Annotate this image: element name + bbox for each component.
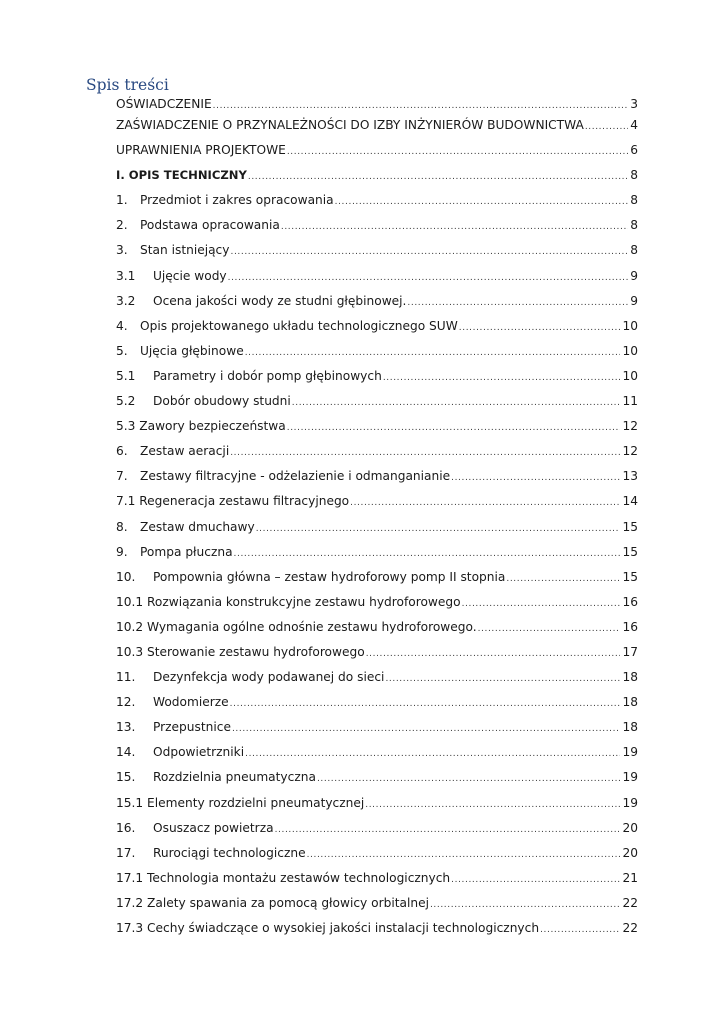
- toc-entry-title: I. OPIS TECHNICZNY: [116, 168, 247, 183]
- toc-dot-leader: [459, 319, 621, 337]
- toc-entry-page-number: 9: [630, 293, 638, 308]
- toc-list: [116, 95, 638, 944]
- toc-entry-title: 10.3 Sterowanie zestawu hydroforowego: [116, 644, 365, 659]
- toc-dot-leader: [430, 896, 621, 914]
- toc-entry-page-number: 12: [622, 444, 638, 459]
- toc-entry-title: Dezynfekcja wody podawanej do sieci: [153, 670, 385, 685]
- toc-entry-number: 10.: [116, 569, 136, 584]
- toc-dot-leader: [317, 770, 621, 788]
- toc-dot-leader: [365, 796, 620, 814]
- toc-dot-leader: [335, 193, 628, 211]
- toc-entry-page-number: 14: [622, 494, 638, 509]
- toc-dot-leader: [281, 218, 628, 236]
- toc-entry-title: Rozdzielnia pneumatyczna: [153, 770, 316, 785]
- toc-dot-leader: [230, 695, 621, 713]
- toc-dot-leader: [230, 444, 620, 462]
- toc-entry[interactable]: [116, 819, 638, 844]
- toc-entry-page-number: 19: [622, 770, 638, 785]
- toc-entry-title: Rurociągi technologiczne: [153, 845, 306, 860]
- toc-entry[interactable]: [116, 668, 638, 693]
- toc-entry-title: Parametry i dobór pomp głębinowych: [153, 368, 382, 383]
- toc-entry[interactable]: [116, 693, 638, 718]
- toc-entry-page-number: 13: [622, 469, 638, 484]
- toc-entry-page-number: 18: [622, 720, 638, 735]
- toc-dot-leader: [245, 344, 621, 362]
- toc-entry-page-number: 15: [622, 519, 638, 534]
- toc-entry-number: 8.: [116, 519, 128, 534]
- toc-dot-leader: [248, 168, 628, 186]
- toc-entry-title: 5.3 Zawory bezpieczeństwa: [116, 419, 286, 434]
- toc-entry[interactable]: [116, 768, 638, 793]
- toc-entry[interactable]: [116, 743, 638, 768]
- toc-entry[interactable]: [116, 894, 638, 919]
- toc-entry-number: 15.: [116, 770, 136, 785]
- toc-entry-number: 3.1: [116, 268, 136, 283]
- toc-entry[interactable]: [116, 618, 638, 643]
- toc-entry[interactable]: [116, 216, 638, 241]
- toc-entry-number: 6.: [116, 444, 128, 459]
- toc-entry-number: 5.2: [116, 394, 136, 409]
- toc-entry-title: 15.1 Elementy rozdzielni pneumatycznej: [116, 795, 365, 810]
- toc-entry[interactable]: [116, 241, 638, 266]
- toc-entry-title: Zestaw aeracji: [140, 444, 230, 459]
- toc-entry-page-number: 8: [630, 243, 638, 258]
- toc-entry-page-number: 21: [622, 870, 638, 885]
- toc-entry-title: Zestaw dmuchawy: [140, 519, 255, 534]
- toc-entry[interactable]: [116, 869, 638, 894]
- toc-entry-title: ZAŚWIADCZENIE O PRZYNALEŻNOŚCI DO IZBY INŻYNIERÓW BUDOWNICTWA: [116, 118, 584, 132]
- toc-entry-page-number: 8: [630, 168, 638, 183]
- toc-entry-page-number: 6: [630, 143, 638, 158]
- toc-entry-page-number: 10: [622, 368, 638, 383]
- toc-dot-leader: [462, 595, 621, 613]
- toc-entry-page-number: 20: [622, 845, 638, 860]
- toc-dot-leader: [256, 520, 621, 538]
- toc-entry[interactable]: [116, 95, 638, 116]
- toc-entry-title: Podstawa opracowania: [140, 218, 280, 233]
- toc-entry-page-number: 18: [622, 695, 638, 710]
- toc-dot-leader: [275, 821, 621, 839]
- toc-entry-title: 17.3 Cechy świadczące o wysokiej jakości instalacji technologicznych: [116, 921, 540, 935]
- toc-entry-page-number: 18: [622, 670, 638, 685]
- toc-dot-leader: [292, 394, 621, 412]
- toc-dot-leader: [230, 243, 628, 261]
- toc-entry[interactable]: [116, 492, 638, 517]
- toc-entry[interactable]: [116, 292, 638, 317]
- toc-entry-page-number: 4: [630, 118, 638, 132]
- toc-entry-number: 4.: [116, 318, 128, 333]
- toc-entry-title: OŚWIADCZENIE: [116, 97, 212, 111]
- toc-entry[interactable]: [116, 543, 638, 568]
- toc-entry-number: 14.: [116, 745, 136, 760]
- toc-dot-leader: [287, 143, 628, 161]
- toc-entry[interactable]: [116, 794, 638, 819]
- toc-entry-title: Opis projektowanego układu technologicznego SUW: [140, 318, 458, 333]
- toc-entry-title: 10.2 Wymagania ogólne odnośnie zestawu hydroforowego.: [116, 619, 477, 634]
- toc-entry-page-number: 17: [622, 644, 638, 659]
- toc-entry-page-number: 8: [630, 218, 638, 233]
- toc-entry-page-number: 15: [622, 569, 638, 584]
- toc-entry-number: 13.: [116, 720, 136, 735]
- toc-entry-page-number: 22: [622, 921, 638, 935]
- toc-entry-title: Pompa płuczna: [140, 544, 233, 559]
- toc-entry-title: 10.1 Rozwiązania konstrukcyjne zestawu hydroforowego: [116, 594, 461, 609]
- toc-entry-number: 11.: [116, 670, 136, 685]
- toc-entry-title: Ocena jakości wody ze studni głębinowej.: [153, 293, 407, 308]
- toc-entry-title: UPRAWNIENIA PROJEKTOWE: [116, 143, 286, 158]
- toc-dot-leader: [585, 118, 628, 136]
- toc-entry-page-number: 3: [630, 97, 638, 111]
- toc-entry-page-number: 19: [622, 745, 638, 760]
- toc-entry[interactable]: [116, 166, 638, 191]
- toc-entry-number: 5.1: [116, 368, 136, 383]
- toc-entry[interactable]: [116, 643, 638, 668]
- toc-dot-leader: [245, 745, 620, 763]
- toc-entry-title: 17.2 Zalety spawania za pomocą głowicy orbitalnej: [116, 895, 429, 910]
- toc-entry-title: Przepustnice: [153, 720, 231, 735]
- toc-entry[interactable]: [116, 342, 638, 367]
- toc-dot-leader: [540, 921, 620, 939]
- toc-entry-title: Ujęcia głębinowe: [140, 343, 244, 358]
- toc-entry[interactable]: [116, 442, 638, 467]
- toc-entry-number: 16.: [116, 820, 136, 835]
- toc-dot-leader: [385, 670, 620, 688]
- toc-entry[interactable]: [116, 417, 638, 442]
- toc-dot-leader: [234, 545, 621, 563]
- toc-entry-page-number: 22: [622, 895, 638, 910]
- toc-dot-leader: [366, 645, 621, 663]
- toc-entry[interactable]: [116, 718, 638, 743]
- toc-entry[interactable]: [116, 367, 638, 392]
- toc-entry[interactable]: [116, 317, 638, 342]
- toc-entry-page-number: 19: [622, 795, 638, 810]
- toc-entry-page-number: 10: [622, 343, 638, 358]
- toc-entry-number: 3.: [116, 243, 128, 258]
- toc-entry[interactable]: [116, 568, 638, 593]
- toc-dot-leader: [383, 369, 621, 387]
- toc-entry[interactable]: [116, 191, 638, 216]
- toc-dot-leader: [232, 720, 621, 738]
- toc-entry[interactable]: [116, 392, 638, 417]
- toc-entry[interactable]: [116, 141, 638, 166]
- toc-entry-page-number: 12: [622, 419, 638, 434]
- toc-dot-leader: [407, 294, 628, 312]
- toc-entry-page-number: 15: [622, 544, 638, 559]
- toc-entry-page-number: 10: [622, 318, 638, 333]
- toc-dot-leader: [307, 846, 621, 864]
- toc-entry-title: Stan istniejący: [140, 243, 230, 258]
- toc-entry-number: 3.2: [116, 293, 136, 308]
- toc-entry[interactable]: [116, 518, 638, 543]
- toc-dot-leader: [506, 570, 620, 588]
- toc-entry-title: Dobór obudowy studni: [153, 394, 291, 409]
- toc-dot-leader: [451, 871, 620, 889]
- toc-entry-page-number: 11: [622, 394, 638, 409]
- toc-entry[interactable]: [116, 267, 638, 292]
- toc-entry[interactable]: [116, 467, 638, 492]
- toc-dot-leader: [350, 494, 620, 512]
- toc-entry-number: 5.: [116, 343, 128, 358]
- toc-title: Spis treści: [86, 76, 169, 94]
- toc-dot-leader: [213, 97, 628, 115]
- toc-dot-leader: [228, 269, 628, 287]
- toc-dot-leader: [478, 620, 621, 638]
- toc-entry-title: 17.1 Technologia montażu zestawów technologicznych: [116, 870, 451, 885]
- toc-entry-title: Osuszacz powietrza: [153, 820, 274, 835]
- toc-entry-number: 12.: [116, 695, 136, 710]
- toc-entry-title: 7.1 Regeneracja zestawu filtracyjnego: [116, 494, 350, 509]
- toc-entry-title: Zestawy filtracyjne - odżelazienie i odmanganianie: [140, 469, 451, 484]
- toc-entry-number: 9.: [116, 544, 128, 559]
- toc-entry-title: Przedmiot i zakres opracowania: [140, 193, 334, 208]
- toc-entry-title: Ujęcie wody: [153, 268, 227, 283]
- toc-entry-number: 2.: [116, 218, 128, 233]
- toc-entry-title: Wodomierze: [153, 695, 229, 710]
- toc-entry[interactable]: [116, 116, 638, 141]
- toc-entry-number: 7.: [116, 469, 128, 484]
- toc-entry-title: Odpowietrzniki: [153, 745, 245, 760]
- toc-dot-leader: [451, 469, 620, 487]
- toc-entry-number: 17.: [116, 845, 136, 860]
- toc-entry[interactable]: [116, 844, 638, 869]
- toc-dot-leader: [287, 419, 621, 437]
- toc-entry-number: 1.: [116, 193, 128, 208]
- toc-entry-page-number: 9: [630, 268, 638, 283]
- toc-entry[interactable]: [116, 919, 638, 944]
- toc-entry-page-number: 20: [622, 820, 638, 835]
- toc-entry[interactable]: [116, 593, 638, 618]
- toc-entry-title: Pompownia główna – zestaw hydroforowy pomp II stopnia: [153, 569, 506, 584]
- toc-entry-page-number: 8: [630, 193, 638, 208]
- toc-entry-page-number: 16: [622, 619, 638, 634]
- toc-entry-page-number: 16: [622, 594, 638, 609]
